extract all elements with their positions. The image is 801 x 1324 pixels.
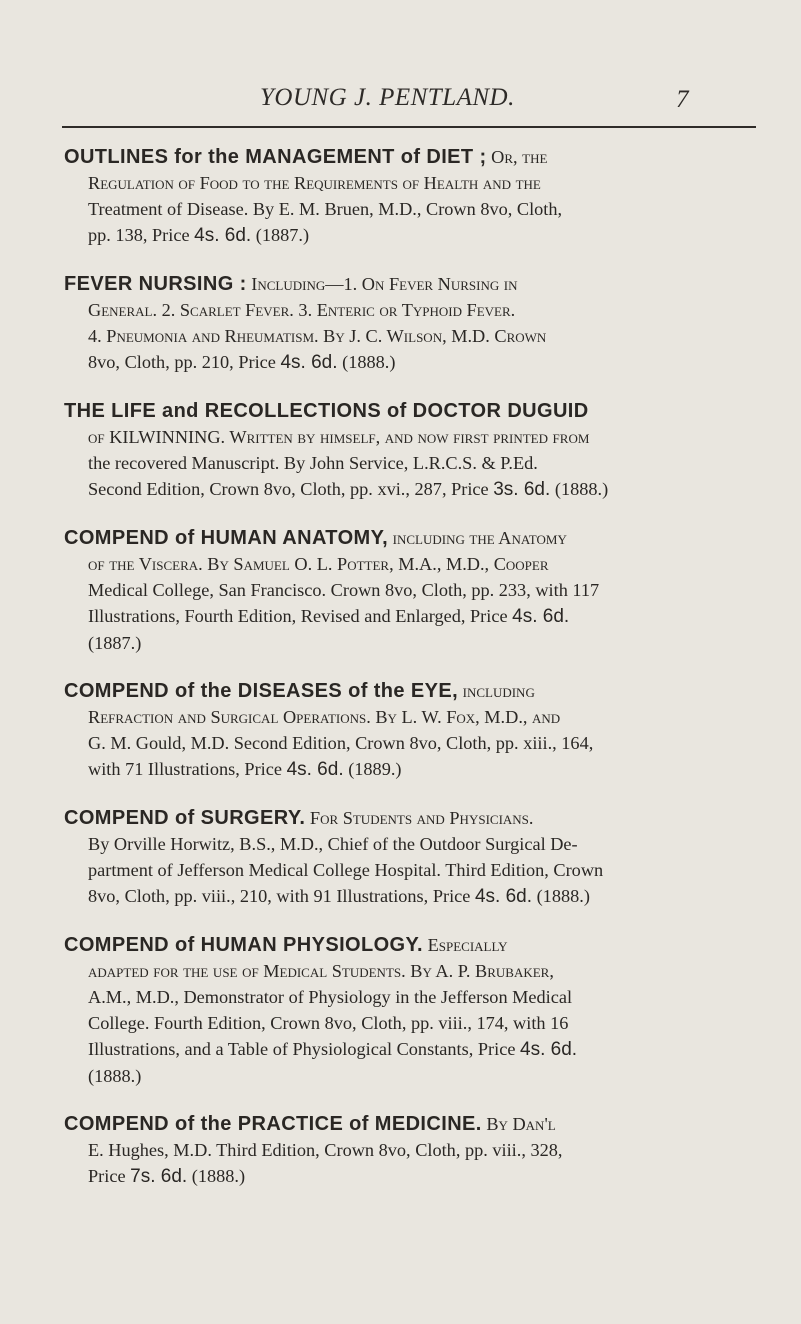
entry-line: [64, 756, 760, 783]
entry-line: [64, 883, 760, 910]
entry-line: General. 2. Scarlet Fever. 3. Enteric or Typhoid Fever.: [88, 300, 516, 320]
price-label: Price: [477, 1039, 516, 1059]
entry-subtitle: Including—1. On Fever Nursing in: [251, 274, 518, 294]
entry-line: [64, 222, 760, 249]
entry-title: COMPEND of the PRACTICE of MEDICINE.: [64, 1113, 482, 1135]
publication-year: (1888.): [191, 1166, 246, 1186]
price: 4s. 6d.: [474, 886, 533, 907]
entry-subtitle: including: [462, 681, 535, 701]
price-label: Price: [432, 886, 471, 906]
publication-year: (1888.): [342, 352, 396, 372]
entry-line: [64, 1163, 760, 1190]
price: 3s. 6d.: [493, 479, 551, 500]
entry-line: Treatment of Disease. By E. M. Bruen, M.D., Crown 8vo, Cloth,: [88, 199, 563, 219]
entry-line: [64, 603, 760, 630]
price: 4s. 6d.: [520, 1039, 578, 1060]
entry-subtitle: Or, the: [491, 147, 548, 167]
entry-line: [64, 349, 760, 376]
price-label: Price: [244, 759, 282, 779]
price: 4s. 6d.: [512, 606, 570, 627]
entry-title: THE LIFE and RECOLLECTIONS of DOCTOR DUGUID: [64, 400, 589, 422]
price: 4s. 6d.: [194, 225, 252, 246]
entry-line: G. M. Gould, M.D. Second Edition, Crown 8vo, Cloth, pp. xiii., 164,: [88, 733, 594, 753]
entry-line: Refraction and Surgical Operations. By L. W. Fox, M.D., and: [88, 707, 561, 727]
entry-heading-line: [64, 144, 760, 170]
entry-line: of KILWINNING. Written by himself, and now first printed from: [88, 427, 590, 447]
entry-line: Medical College, San Francisco. Crown 8vo, Cloth, pp. 233, with 117: [88, 580, 600, 600]
catalogue-entry: [64, 1111, 760, 1190]
catalogue-entry: [64, 805, 760, 910]
entry-line-text: Illustrations, Fourth Edition, Revised and Enlarged,: [88, 606, 466, 626]
publication-year: (1889.): [348, 759, 402, 779]
catalogue-entry: [64, 144, 760, 249]
entry-line-text: 8vo, Cloth, pp. viii., 210, with 91 Illustrations,: [88, 886, 429, 906]
price: 7s. 6d.: [130, 1166, 188, 1187]
entry-heading-line: [64, 271, 760, 297]
entry-line: of the Viscera. By Samuel O. L. Potter, M.A., M.D., Cooper: [88, 554, 549, 574]
publication-year: (1888.): [536, 886, 590, 906]
entry-line-text: pp. 138,: [88, 225, 148, 245]
publication-year: (1887.): [88, 633, 142, 653]
publication-year: (1887.): [255, 225, 310, 245]
entry-heading-line: [64, 932, 760, 958]
entry-line-text: 8vo, Cloth, pp. 210,: [88, 352, 234, 372]
entry-title: COMPEND of HUMAN PHYSIOLOGY.: [64, 934, 423, 956]
entry-line: E. Hughes, M.D. Third Edition, Crown 8vo, Cloth, pp. viii., 328,: [88, 1140, 563, 1160]
publication-year: (1888.): [554, 479, 609, 499]
price: 4s. 6d.: [280, 352, 338, 373]
entry-line: College. Fourth Edition, Crown 8vo, Cloth, pp. viii., 174, with 16: [88, 1013, 569, 1033]
publication-year: (1888.): [88, 1066, 142, 1086]
price-label: Price: [88, 1166, 126, 1186]
catalogue-entry: [64, 271, 760, 376]
entry-line: Regulation of Food to the Requirements of Health and the: [88, 173, 541, 193]
entry-heading-line: [64, 805, 760, 831]
entry-title: OUTLINES for the MANAGEMENT of DIET ;: [64, 146, 487, 168]
entry-line: 4. Pneumonia and Rheumatism. By J. C. Wilson, M.D. Crown: [88, 326, 547, 346]
entry-line: A.M., M.D., Demonstrator of Physiology in the Jefferson Medical: [88, 987, 573, 1007]
running-title: YOUNG J. PENTLAND.: [260, 84, 515, 111]
page-number: 7: [676, 86, 689, 113]
price: 4s. 6d.: [286, 759, 344, 780]
entry-subtitle: including the Anatomy: [392, 528, 567, 548]
price-label: Price: [152, 225, 190, 245]
entry-line: the recovered Manuscript. By John Service, L.R.C.S. & P.Ed.: [88, 453, 538, 473]
catalogue-entry: [64, 678, 760, 783]
entry-subtitle: By Dan'l: [486, 1114, 556, 1134]
entry-line-text: with 71 Illustrations,: [88, 759, 240, 779]
entry-title: FEVER NURSING :: [64, 273, 247, 295]
entry-line-text: Second Edition, Crown 8vo, Cloth, pp. xvi., 287,: [88, 479, 447, 499]
entry-subtitle: Especially: [427, 935, 508, 955]
price-label: Price: [238, 352, 276, 372]
entry-title: COMPEND of SURGERY.: [64, 807, 306, 829]
header-rule: [62, 126, 756, 128]
price-label: Price: [451, 479, 489, 499]
entry-line: [64, 476, 760, 503]
catalogue-entry: [64, 398, 760, 503]
catalogue-entry: [64, 525, 760, 656]
catalogue-entry: [64, 932, 760, 1089]
entry-title: COMPEND of the DISEASES of the EYE,: [64, 680, 459, 702]
entry-line: [64, 1036, 760, 1063]
entry-heading-line: [64, 1111, 760, 1137]
entry-heading-line: [64, 678, 760, 704]
catalogue-entries: [64, 144, 760, 1212]
entry-line-text: Illustrations, and a Table of Physiological Constants,: [88, 1039, 474, 1059]
entry-line: By Orville Horwitz, B.S., M.D., Chief of the Outdoor Surgical De-: [88, 834, 578, 854]
entry-title: COMPEND of HUMAN ANATOMY,: [64, 527, 389, 549]
entry-heading-line: [64, 525, 760, 551]
entry-subtitle: For Students and Physicians.: [309, 808, 534, 828]
entry-line: adapted for the use of Medical Students. By A. P. Brubaker,: [88, 961, 554, 981]
entry-line: partment of Jefferson Medical College Hospital. Third Edition, Crown: [88, 860, 604, 880]
entry-heading-line: [64, 398, 760, 424]
price-label: Price: [470, 606, 508, 626]
